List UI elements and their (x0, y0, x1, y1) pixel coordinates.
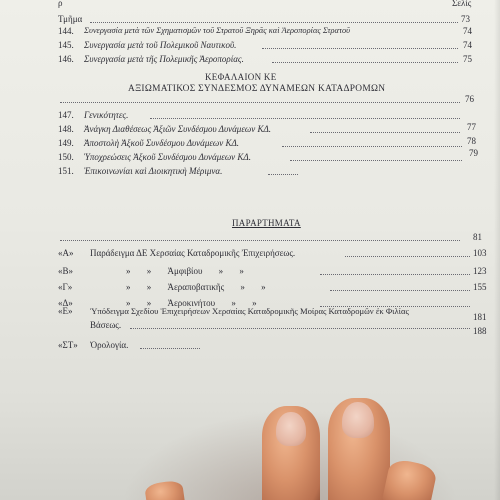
toc-text: Γενικότητες. (84, 110, 129, 120)
leader-dots (320, 274, 470, 275)
appendix-text: » » Ἀεροκινήτου » » (126, 298, 257, 308)
chapter-subtitle: ΑΞΙΩΜΑΤΙΚΟΣ ΣΥΝΔΕΣΜΟΣ ΔΥΝΑΜΕΩΝ ΚΑΤΑΔΡΟΜΩΝ (128, 84, 386, 94)
toc-text: Ἐπικοινωνίαι καὶ Διοικητικὴ Μέριμνα. (84, 166, 223, 176)
header-left: ρ (58, 0, 63, 8)
toc-page: 77 (467, 122, 476, 132)
leader-dots (345, 256, 470, 257)
appendix-page: 188 (473, 326, 487, 336)
leader-dots (90, 22, 458, 23)
toc-page: 74 (463, 40, 472, 50)
header-right: Σελίς (452, 0, 472, 8)
toc-page: 74 (463, 26, 472, 36)
page-edge-shadow (494, 0, 500, 500)
toc-text: Συνεργασία μετὰ τῆς Πολεμικῆς Ἀεροπορίας. (84, 54, 244, 64)
leader-dots (150, 118, 460, 119)
toc-num: 149. (58, 138, 74, 148)
index-fingernail (276, 412, 306, 446)
toc-num: 150. (58, 152, 74, 162)
toc-page: 78 (467, 136, 476, 146)
appendix-label: «Ε» (58, 306, 73, 316)
toc-text: Συνεργασία μετὰ τῶν Σχηματισμῶν τοῦ Στρατοῦ Ξηρᾶς καὶ Ἀεροπορίας Στρατοῦ (84, 26, 350, 35)
appendix-page: 103 (473, 248, 487, 258)
appendix-page: 155 (473, 282, 487, 292)
leader-dots (60, 240, 460, 241)
toc-num: 148. (58, 124, 74, 134)
chapter-title: ΚΕΦΑΛΑΙΟΝ ΚΕ (205, 72, 277, 82)
appendix-text: » » Ἀμφιβίου » » (126, 266, 244, 276)
appendix-text: Ὑπόδειγμα Σχεδίου Ἐπιχειρήσεων Χερσαίας Καταδρομικῆς Μοίρας Καταδρομῶν ἐκ Φιλίας (90, 306, 409, 316)
appendix-label: «ΣΤ» (58, 340, 78, 350)
toc-text: Συνεργασία μετὰ τοῦ Πολεμικοῦ Ναυτικοῦ. (84, 40, 237, 50)
toc-text: Ὑποχρεώσεις Ἀξκοῦ Συνδέσμου Δυνάμεων ΚΔ. (84, 152, 251, 162)
toc-text: Ἀποστολὴ Ἀξκοῦ Συνδέσμου Δυνάμεων ΚΔ. (84, 138, 240, 148)
appendix-text: Παράδειγμα ΔΕ Χερσαίας Καταδρομικῆς Ἐπιχειρήσεως. (90, 248, 296, 258)
appendix-label: «Α» (58, 248, 74, 258)
appendix-label: «Γ» (58, 282, 73, 292)
leader-dots (282, 146, 462, 147)
appendix-title-page: 81 (473, 232, 482, 242)
leader-dots (330, 290, 470, 291)
appendix-label: «Δ» (58, 298, 73, 308)
toc-num: 146. (58, 54, 74, 64)
appendix-label: «Β» (58, 266, 74, 276)
appendix-page: 181 (473, 312, 487, 322)
leader-dots (310, 132, 460, 133)
leader-dots (290, 160, 462, 161)
toc-num: 145. (58, 40, 74, 50)
toc-num: 151. (58, 166, 74, 176)
appendix-page: 123 (473, 266, 487, 276)
toc-num: 147. (58, 110, 74, 120)
leader-dots (60, 102, 460, 103)
leader-dots (272, 62, 458, 63)
leader-dots (268, 174, 298, 175)
toc-page: 79 (469, 148, 478, 158)
appendix-text: Βάσεως. (90, 320, 122, 330)
toc-page: 76 (465, 94, 474, 104)
toc-text: Ἀνάγκη Διαθέσεως Ἀξιῶν Συνδέσμου Δυνάμεων ΚΔ. (84, 124, 272, 134)
appendix-text: » » Ἀεραποβατικῆς » » (126, 282, 266, 292)
leader-dots (130, 328, 470, 329)
appendix-title: ΠΑΡΑΡΤΗΜΑΤΑ (232, 218, 301, 228)
middle-fingernail (342, 402, 374, 438)
toc-page: 75 (463, 54, 472, 64)
section-label: Τμῆμα (58, 14, 83, 24)
appendix-text: Ὁρολογία. (90, 340, 129, 350)
leader-dots (262, 48, 458, 49)
toc-num: 144. (58, 26, 74, 36)
section-label-page: 73 (461, 14, 470, 24)
leader-dots (140, 348, 200, 349)
